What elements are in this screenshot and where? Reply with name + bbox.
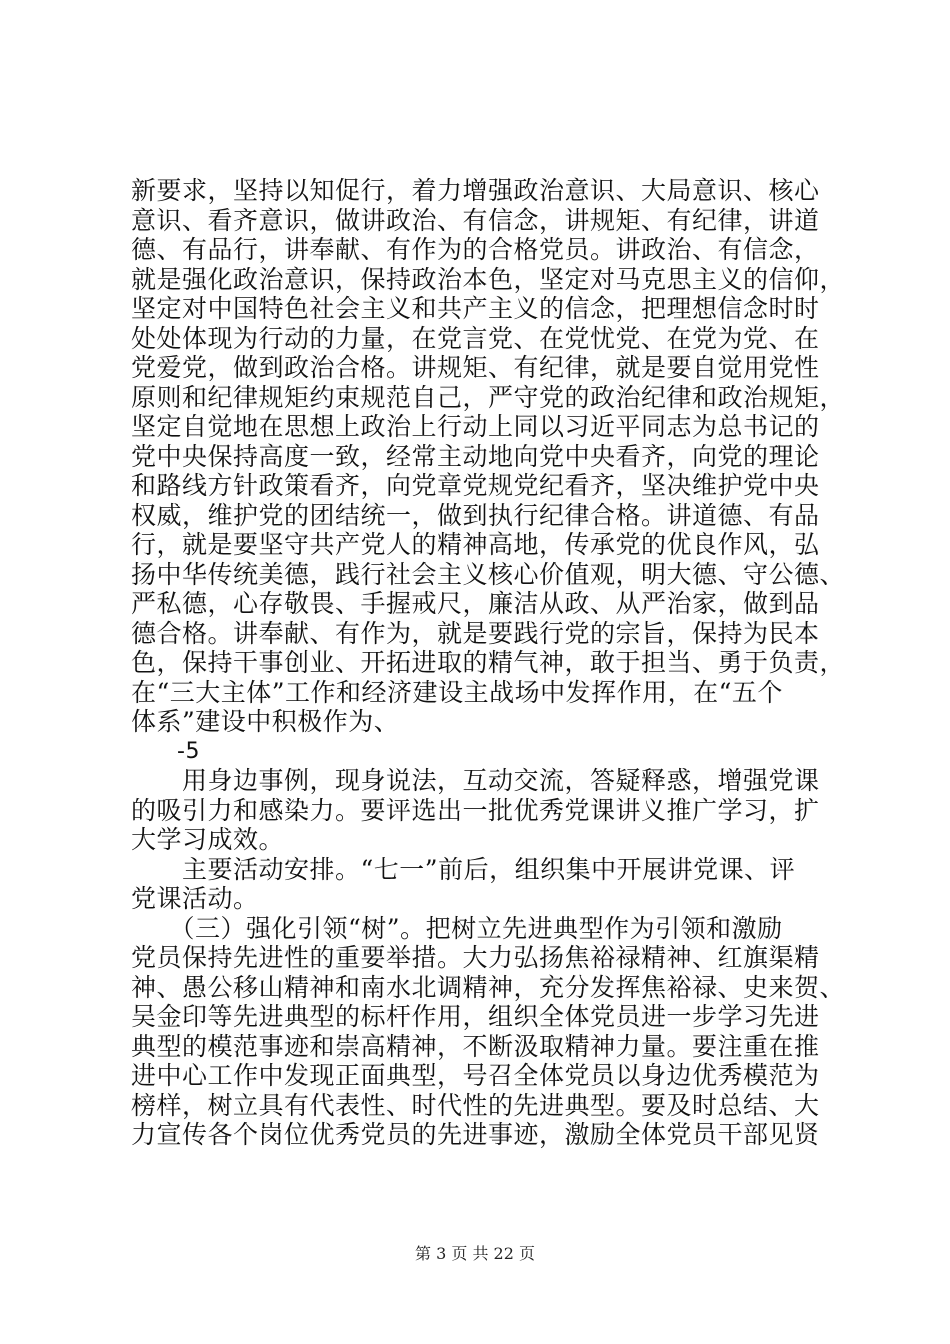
text-line: 严私德，心存敬畏、手握戒尺，廉洁从政、从严治家，做到品 xyxy=(131,589,820,618)
text-line: 行，就是要坚守共产党人的精神高地，传承党的优良作风，弘 xyxy=(131,530,820,559)
text-line: 在“三大主体”工作和经济建设主战场中发挥作用，在“五个 xyxy=(131,677,783,707)
text-line: 扬中华传统美德，践行社会主义核心价值观，明大德、守公德、 xyxy=(131,559,846,589)
text-line: 榜样，树立具有代表性、时代性的先进典型。要及时总结、大 xyxy=(131,1090,820,1120)
page-number-label: 第 3 页 共 22 页 xyxy=(415,1244,535,1263)
text-line: 德合格。讲奉献、有作为，就是要践行党的宗旨，保持为民本 xyxy=(131,618,820,648)
text-line: 用身边事例，现身说法，互动交流，答疑释惑，增强党课 xyxy=(131,766,820,795)
text-line: 典型的模范事迹和崇高精神，不断汲取精神力量。要注重在推 xyxy=(131,1031,820,1061)
document-body xyxy=(131,176,846,1150)
text-line: 和路线方针政策看齐，向党章党规党纪看齐，坚决维护党中央 xyxy=(131,471,820,500)
text-line: 大学习成效。 xyxy=(131,825,285,854)
page-footer xyxy=(0,1244,950,1264)
text-line: 处处体现为行动的力量，在党言党、在党忧党、在党为党、在 xyxy=(131,323,820,353)
text-line: 新要求，坚持以知促行，着力增强政治意识、大局意识、核心 xyxy=(131,176,820,205)
text-line: 意识、看齐意识，做讲政治、有信念，讲规矩、有纪律，讲道 xyxy=(131,205,820,235)
text-line: 进中心工作中发现正面典型，号召全体党员以身边优秀模范为 xyxy=(131,1061,820,1090)
text-line: （三）强化引领“树”。把树立先进典型作为引领和激励 xyxy=(131,913,783,943)
text-line: 力宣传各个岗位优秀党员的先进事迹，激励全体党员干部见贤 xyxy=(131,1120,820,1149)
text-line: 主要活动安排。“七一”前后，组织集中开展讲党课、评 xyxy=(131,854,796,884)
text-line: 原则和纪律规矩约束规范自己，严守党的政治纪律和政治规矩， xyxy=(131,382,846,412)
text-line: 体系”建设中积极作为、 xyxy=(131,707,400,736)
text-line: 德、有品行，讲奉献、有作为的合格党员。讲政治、有信念， xyxy=(131,235,820,264)
text-line: 党中央保持高度一致，经常主动地向党中央看齐，向党的理论 xyxy=(131,441,820,471)
text-line: 坚定对中国特色社会主义和共产主义的信念，把理想信念时时 xyxy=(131,294,820,323)
text-line: 就是强化政治意识，保持政治本色，坚定对马克思主义的信仰， xyxy=(131,264,846,294)
text-line: 权威，维护党的团结统一，做到执行纪律合格。讲道德、有品 xyxy=(131,500,820,530)
text-line: 色，保持干事创业、开拓进取的精气神，敢于担当、勇于负责， xyxy=(131,648,846,677)
text-line: 党课活动。 xyxy=(131,884,259,913)
inline-page-marker: -5 xyxy=(177,738,200,764)
text-line: 吴金印等先进典型的标杆作用，组织全体党员进一步学习先进 xyxy=(131,1002,820,1031)
text-line: 的吸引力和感染力。要评选出一批优秀党课讲义推广学习，扩 xyxy=(131,795,820,825)
text-line: 党爱党，做到政治合格。讲规矩、有纪律，就是要自觉用党性 xyxy=(131,353,820,382)
text-line: 神、愚公移山精神和南水北调精神，充分发挥焦裕禄、史来贺、 xyxy=(131,972,846,1002)
text-line: 党员保持先进性的重要举措。大力弘扬焦裕禄精神、红旗渠精 xyxy=(131,943,820,972)
text-line: 坚定自觉地在思想上政治上行动上同以习近平同志为总书记的 xyxy=(131,412,820,441)
